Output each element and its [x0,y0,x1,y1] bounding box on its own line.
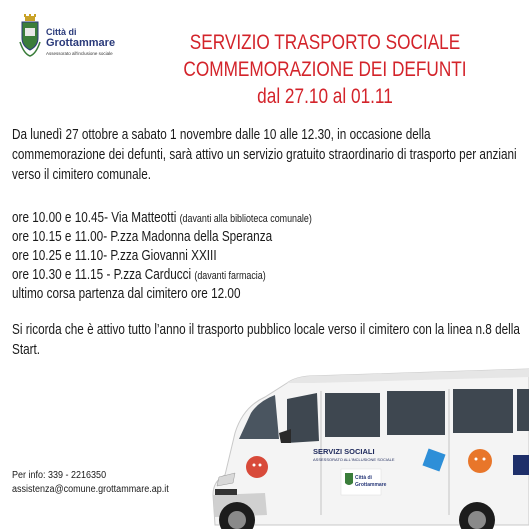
title-line-2: COMMEMORAZIONE DEI DEFUNTI [183,58,467,81]
van-logo-line1: Città di [355,475,372,481]
note-paragraph: Si ricorda che è attivo tutto l’anno il trasporto pubblico locale verso il cimitero con la linea n.8 della Start. [12,322,520,358]
schedule-item [12,209,522,228]
schedule-text: ore 10.30 e 11.15 - P.zza Carducci [12,267,195,283]
van-image [195,355,529,529]
logo-city-line2: Grottammare [46,37,116,49]
van-window [387,391,445,435]
decor-circle [246,456,268,478]
schedule-text: ultimo corsa partenza dal cimitero ore 12.00 [12,286,241,302]
schedule-list [12,209,522,304]
schedule-note: (davanti alla biblioteca comunale) [179,213,312,225]
contact-info [12,469,169,497]
van-label-sub: ASSESSORATO ALL'INCLUSIONE SOCIALE [313,457,395,462]
schedule-item [12,266,522,285]
intro-paragraph: Da lunedì 27 ottobre a sabato 1 novembre dalle 10 alle 12.30, in occasione della commemorazione dei defunti, sarà attivo un servizio gratuito straordinario di trasporto per anziani verso il cimitero comunale. [12,127,517,183]
logo-subtitle: Assessorato all'inclusione sociale [46,51,113,56]
city-logo [18,14,128,58]
title-line-1: SERVIZIO TRASPORTO SOCIALE [189,31,461,54]
contact-email: assistenza@comune.grottammare.ap.it [12,484,169,495]
coat-of-arms-icon [18,14,42,58]
schedule-item [12,228,522,247]
schedule-text: ore 10.15 e 11.00- P.zza Madonna della Speranza [12,229,273,245]
van-window [453,389,513,433]
schedule-item [12,247,522,266]
contact-phone: Per info: 339 - 2216350 [12,470,107,481]
title-line-3: dal 27.10 al 01.11 [257,85,393,108]
schedule-text: ore 10.25 e 11.10- P.zza Giovanni XXIII [12,248,217,264]
schedule-text: ore 10.00 e 10.45- Via Matteotti [12,210,180,226]
schedule-item [12,285,522,304]
decor-circle [468,449,492,473]
van-window [325,393,380,437]
van-label-main: SERVIZI SOCIALI [313,447,375,456]
logo-city-line1: Città di [46,27,77,37]
schedule-note: (davanti farmacia) [194,270,266,282]
van-logo-line2: Grottammare [355,482,387,488]
